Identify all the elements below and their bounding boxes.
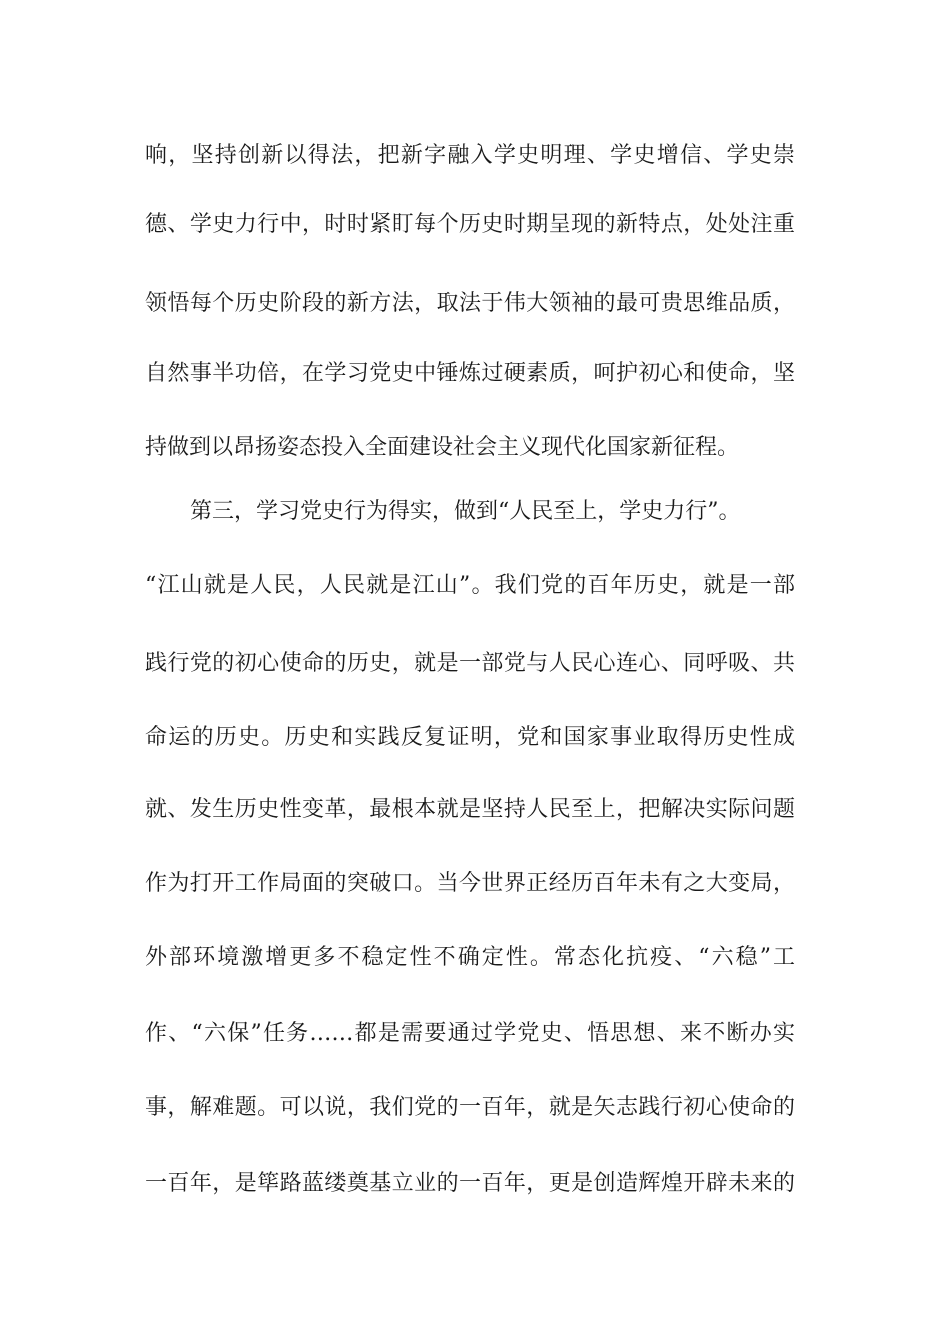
text-line: 命运的历史。历史和实践反复证明，党和国家事业取得历史性成 — [145, 725, 795, 750]
paragraph-heading: 第三，学习党史行为得实，做到“人民至上，学史力行”。 — [190, 499, 741, 524]
text-line: 外部环境激增更多不稳定性不确定性。常态化抗疫、“六稳”工 — [145, 945, 795, 970]
text-line: 践行党的初心使命的历史，就是一部党与人民心连心、同呼吸、共 — [145, 651, 795, 676]
text-line: 响，坚持创新以得法，把新字融入学史明理、学史增信、学史崇 — [145, 143, 795, 168]
text-line: “江山就是人民，人民就是江山”。我们党的百年历史，就是一部 — [145, 573, 795, 598]
text-line: 作、“六保”任务……都是需要通过学党史、悟思想、来不断办实 — [145, 1021, 795, 1046]
text-line: 领悟每个历史阶段的新方法，取法于伟大领袖的最可贵思维品质， — [145, 291, 795, 316]
text-line: 德、学史力行中，时时紧盯每个历史时期呈现的新特点，处处注重 — [145, 212, 795, 237]
text-line: 就、发生历史性变革，最根本就是坚持人民至上，把解决实际问题 — [145, 797, 795, 822]
text-line: 作为打开工作局面的突破口。当今世界正经历百年未有之大变局， — [145, 871, 795, 896]
text-line: 自然事半功倍，在学习党史中锤炼过硬素质，呵护初心和使命，坚 — [145, 361, 795, 386]
text-line: 事，解难题。可以说，我们党的一百年，就是矢志践行初心使命的 — [145, 1095, 795, 1120]
text-line: 一百年，是筚路蓝缕奠基立业的一百年，更是创造辉煌开辟未来的 — [145, 1171, 795, 1196]
text-line: 持做到以昂扬姿态投入全面建设社会主义现代化国家新征程。 — [145, 435, 740, 460]
